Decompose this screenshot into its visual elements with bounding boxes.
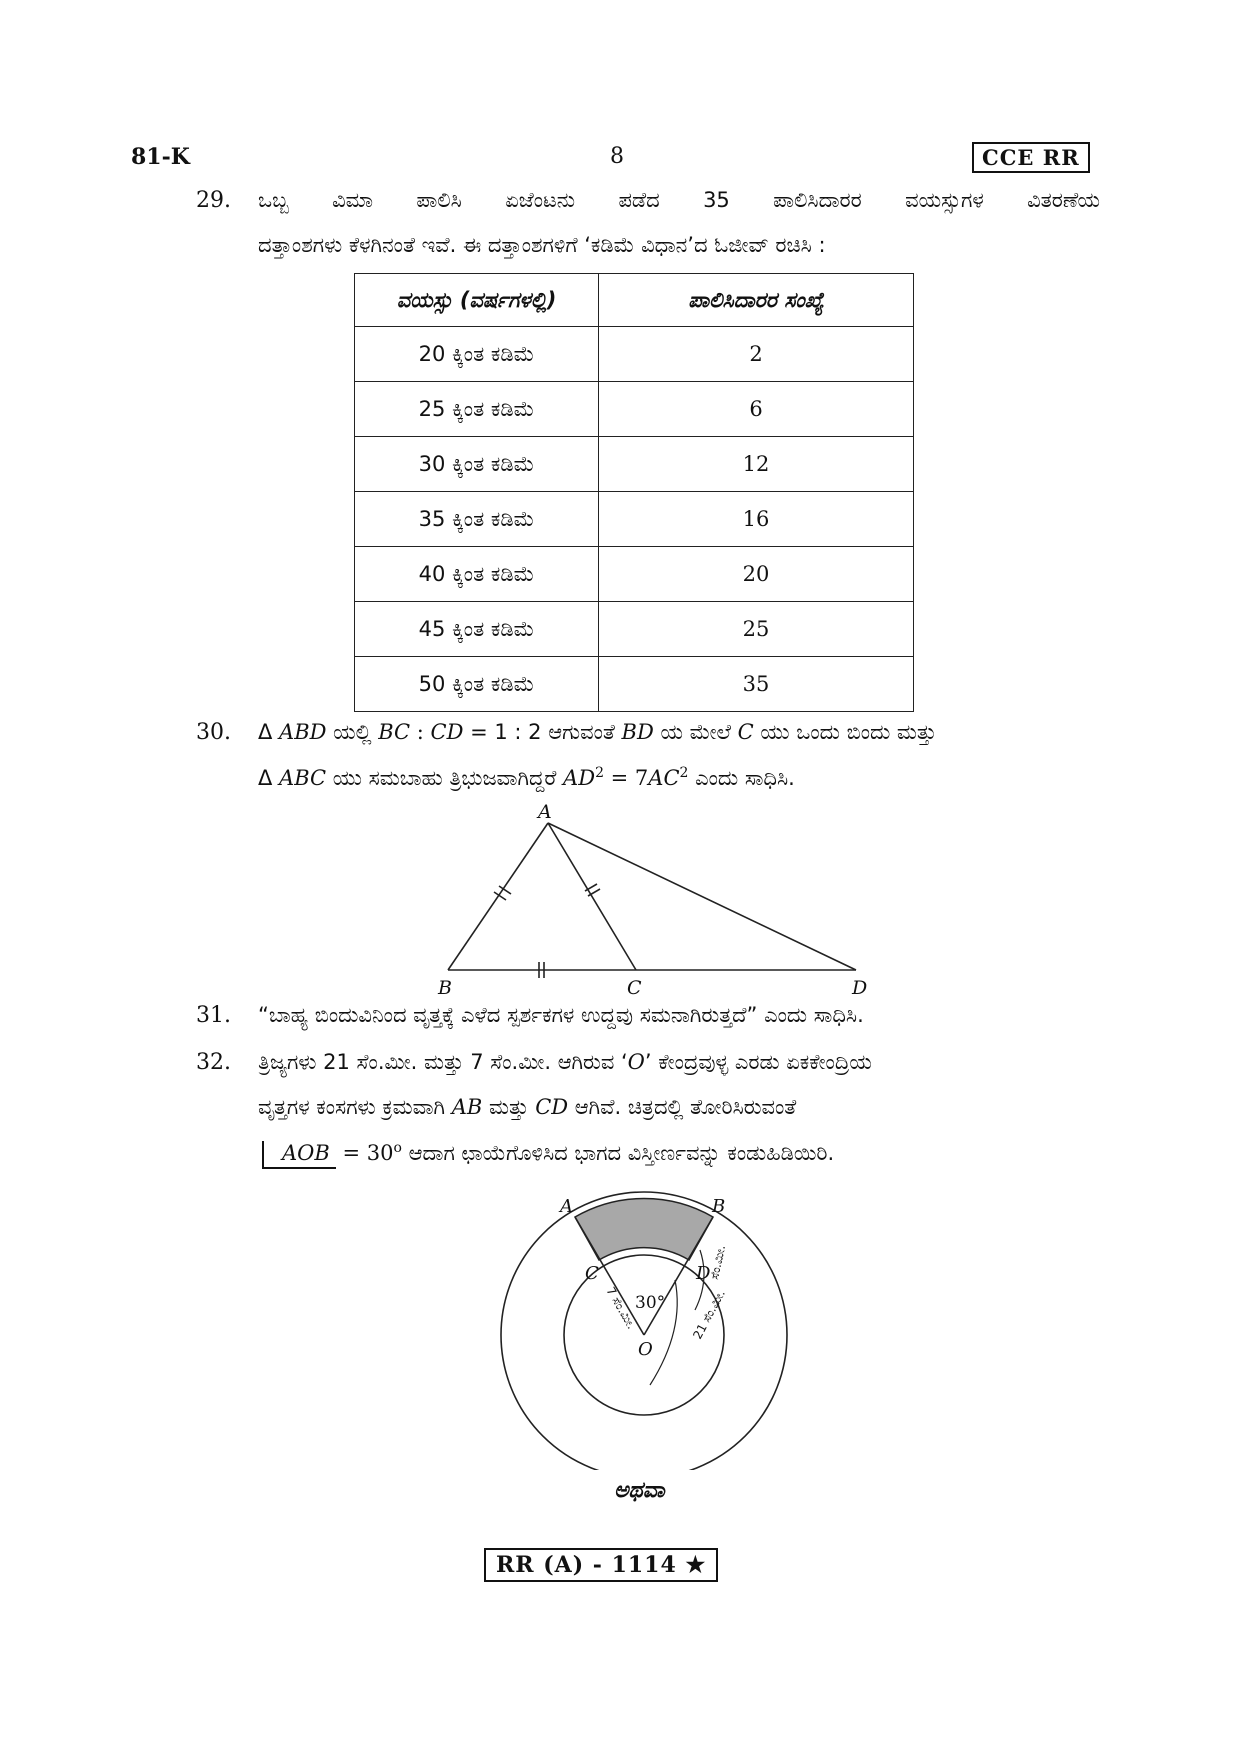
label-b: B	[712, 1196, 726, 1217]
paper-code: 81-K	[131, 144, 190, 170]
radius-unit-label: ಸೆಂ.ಮೀ.	[707, 1243, 729, 1281]
series-code-box: CCE RR	[972, 142, 1090, 173]
label-d: D	[852, 977, 868, 999]
label-o: O	[638, 1339, 653, 1360]
q30-text: ಯು ಸಮಬಾಹು ತ್ರಿಭುಜವಾಗಿದ್ದರೆ	[326, 766, 564, 790]
age-cell: 50 ಕ್ಕಿಂತ ಕಡಿಮೆ	[355, 657, 599, 712]
age-cell: 25 ಕ್ಕಿಂತ ಕಡಿಮೆ	[355, 382, 599, 437]
segment-ac: AC	[648, 766, 680, 790]
side-ab	[448, 823, 548, 970]
q32-text: ’ ಕೇಂದ್ರವುಳ್ಳ ಎರಡು ಏಕಕೇಂದ್ರಿಯ	[644, 1050, 872, 1074]
concentric-circles-figure	[500, 1190, 820, 1470]
q30-text: = 1 : 2 ಆಗುವಂತೆ	[463, 720, 622, 744]
radius-7-label: 7 ಸೆಂ.ಮೀ.	[603, 1284, 639, 1332]
table-row	[355, 602, 914, 657]
age-cell: 30 ಕ್ಕಿಂತ ಕಡಿಮೆ	[355, 437, 599, 492]
segment-bd: BD	[621, 720, 654, 744]
count-cell: 16	[599, 492, 914, 547]
shaded-region	[575, 1199, 713, 1260]
table-row	[355, 657, 914, 712]
q32-text: ಆದಾಗ ಛಾಯೆಗೊಳಿಸಿದ ಭಾಗದ ವಿಸ್ತೀರ್ಣವನ್ನು ಕಂಡುಹಿಡಿಯಿರಿ.	[401, 1141, 835, 1165]
count-cell: 25	[599, 602, 914, 657]
triangle-figure	[430, 800, 890, 1000]
table-row	[355, 547, 914, 602]
label-a: A	[538, 801, 552, 823]
q30-line2	[258, 765, 795, 791]
triangle-abd: ABD	[279, 720, 327, 744]
q32-text: ಮತ್ತು	[482, 1095, 536, 1119]
q32-line1	[258, 1050, 872, 1075]
q30-text: ಯ ಮೇಲೆ	[653, 720, 738, 744]
centre-o: O	[627, 1050, 645, 1074]
point-c: C	[737, 720, 754, 744]
age-cell: 45 ಕ್ಕಿಂತ ಕಡಿಮೆ	[355, 602, 599, 657]
q32-text: ವೃತ್ತಗಳ ಕಂಸಗಳು ಕ್ರಮವಾಗಿ	[258, 1095, 452, 1119]
or-separator: ಅಥವಾ	[614, 1478, 665, 1503]
q30-number: 30.	[196, 720, 231, 745]
age-distribution-table	[354, 273, 914, 712]
angle-value: = 30	[335, 1141, 394, 1165]
q31-number: 31.	[196, 1003, 231, 1028]
column-header-age: ವಯಸ್ಸು (ವರ್ಷಗಳಲ್ಲಿ)	[355, 274, 599, 327]
age-cell: 35 ಕ್ಕಿಂತ ಕಡಿಮೆ	[355, 492, 599, 547]
arc-ab: AB	[451, 1095, 483, 1119]
segment-cd: CD	[430, 720, 464, 744]
equals-seven: = 7	[603, 766, 649, 790]
q30-text: ಯಲ್ಲಿ	[326, 720, 379, 744]
footer-code: RR (A) - 1114 ★	[484, 1548, 718, 1582]
q29-number: 29.	[196, 188, 231, 213]
table-row	[355, 437, 914, 492]
delta-symbol: Δ	[258, 766, 280, 790]
column-header-count: ಪಾಲಿಸಿದಾರರ ಸಂಖ್ಯೆ	[599, 274, 914, 327]
q30-text: ಯು ಒಂದು ಬಿಂದು ಮತ್ತು	[753, 720, 937, 744]
side-ad	[548, 823, 856, 970]
q32-text: ಆಗಿವೆ. ಚಿತ್ರದಲ್ಲಿ ತೋರಿಸಿರುವಂತೆ	[568, 1095, 797, 1119]
count-cell: 6	[599, 382, 914, 437]
segment-ad: AD	[563, 766, 596, 790]
q31-text: “ಬಾಹ್ಯ ಬಿಂದುವಿನಿಂದ ವೃತ್ತಕ್ಕೆ ಎಳೆದ ಸ್ಪರ್ಶಕಗಳ ಉದ್ದವು ಸಮನಾಗಿರುತ್ತದೆ” ಎಂದು ಸಾಧಿಸಿ.	[258, 1003, 864, 1027]
table-row	[355, 382, 914, 437]
square-exponent: 2	[679, 765, 689, 781]
arc-cd: CD	[535, 1095, 569, 1119]
table-header-row	[355, 274, 914, 327]
count-cell: 35	[599, 657, 914, 712]
angle-label: 30°	[635, 1293, 666, 1313]
q30-text: ಎಂದು ಸಾಧಿಸಿ.	[688, 766, 795, 790]
q30-line1	[258, 720, 937, 745]
label-c: C	[585, 1263, 599, 1284]
count-cell: 12	[599, 437, 914, 492]
q29-line2: ದತ್ತಾಂಶಗಳು ಕೆಳಗಿನಂತೆ ಇವೆ. ಈ ದತ್ತಾಂಶಗಳಿಗೆ ‘ಕಡಿಮೆ ವಿಧಾನ’ದ ಓಜೀವ್ ರಚಿಸಿ :	[258, 233, 826, 257]
count-cell: 20	[599, 547, 914, 602]
triangle-abc: ABC	[279, 766, 327, 790]
delta-symbol: Δ	[258, 720, 280, 744]
age-cell: 20 ಕ್ಕಿಂತ ಕಡಿಮೆ	[355, 327, 599, 382]
degree-symbol: o	[393, 1140, 402, 1156]
ratio-colon: :	[410, 720, 431, 744]
q29-line1: ಒಬ್ಬ ವಿಮಾ ಪಾಲಿಸಿ ಏಜೆಂಟನು ಪಡೆದ 35 ಪಾಲಿಸಿದಾರರ ವಯಸ್ಸುಗಳ ವಿತರಣೆಯ	[258, 188, 1100, 212]
age-cell: 40 ಕ್ಕಿಂತ ಕಡಿಮೆ	[355, 547, 599, 602]
label-b: B	[438, 977, 452, 999]
q32-line3	[262, 1140, 834, 1169]
angle-aob: AOB	[262, 1141, 336, 1169]
q32-text: ತ್ರಿಜ್ಯಗಳು 21 ಸೆಂ.ಮೀ. ಮತ್ತು 7 ಸೆಂ.ಮೀ. ಆಗಿರುವ ‘	[258, 1050, 628, 1074]
label-d: D	[696, 1263, 711, 1284]
q32-line2	[258, 1095, 796, 1120]
radius-21-label: 21 ಸೆಂ.ಮೀ.	[690, 1287, 728, 1342]
table-row	[355, 327, 914, 382]
side-ac	[548, 823, 636, 970]
count-cell: 2	[599, 327, 914, 382]
page-number: 8	[610, 144, 624, 169]
label-a: A	[560, 1196, 573, 1217]
table-row	[355, 492, 914, 547]
square-exponent: 2	[595, 765, 604, 781]
segment-bc: BC	[378, 720, 411, 744]
label-c: C	[627, 977, 642, 999]
q32-number: 32.	[196, 1050, 231, 1075]
